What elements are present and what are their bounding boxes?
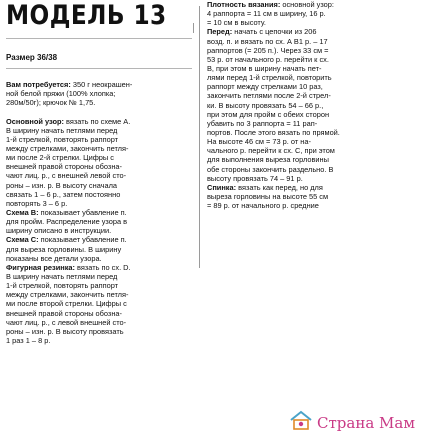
text-line: между стрелками, закончить петля-	[6, 143, 129, 153]
text-line: внешней правой стороны обозна-	[6, 162, 122, 172]
text-line: ширину описано в инструкции.	[6, 226, 112, 236]
text-line	[6, 107, 194, 116]
section-heading: Основной узор:	[6, 116, 64, 126]
text-line: при этом для пройм с обеих сторон	[207, 109, 330, 119]
text-line: 4 раппорта = 11 см в ширину, 16 р.	[207, 9, 326, 19]
right-column-text	[207, 0, 417, 210]
text-line: раппортов (= 205 п.). Через 33 см =	[207, 45, 329, 55]
text-line: Спинка: вязать как перед, но для	[207, 182, 323, 192]
text-line: между стрелками, закончить петля-	[6, 290, 129, 300]
text-line: для выполнения выреза горловины	[207, 155, 329, 165]
text-line: чают лиц. р., с левой внешней сто-	[6, 317, 127, 327]
column-divider-tick	[193, 23, 194, 33]
page-title: МОДЕЛЬ 13	[6, 0, 167, 31]
text-line: закончить петлями после 2-й стрел-	[207, 91, 331, 101]
text-line: раппорт между стрелками 10 раз,	[207, 82, 323, 92]
text-line: высоту провязать 74 – 91 р.	[207, 173, 303, 183]
text-line: В ширину начать петлями перед	[6, 125, 118, 135]
text-line: Фигурная резинка: вязать по сх. D.	[6, 262, 131, 272]
house-logo-icon	[289, 410, 313, 435]
text-line: роны – изн. р. В высоту сначала	[6, 180, 118, 190]
text-line: ми после 2-й стрелки. Цифры с	[6, 153, 114, 163]
section-heading: Плотность вязания:	[207, 0, 281, 9]
text-line: обе стороны закончить раздельно. В	[207, 164, 334, 174]
text-line: 1 раз 1 – 8 р.	[6, 335, 51, 345]
text-line: Вам потребуется: 350 г неокрашен-	[6, 80, 133, 89]
text-line: чального р. перейти к сх. С, при этом	[207, 146, 335, 156]
text-line: ной белой пряжи (100% хлопка;	[6, 89, 116, 99]
watermark	[289, 410, 415, 435]
text-line: Схема В: показывает убавление п.	[6, 207, 127, 217]
text-line: роны – изн. р. В высоту провязать	[6, 326, 124, 336]
text-line: = 89 р. от начального р. средние	[207, 201, 319, 211]
text-line: Плотность вязания: основной узор:	[207, 0, 334, 9]
section-heading: Схема С:	[6, 235, 39, 245]
text-line: В, при этом в ширину начать пет-	[207, 63, 322, 73]
text-line: убавить по 3 раппорта = 11 рап-	[207, 118, 318, 128]
section-heading: Перед:	[207, 27, 233, 37]
text-line: 1-й стрелкой, повторять раппорт	[6, 281, 119, 291]
column-divider	[199, 6, 200, 268]
text-line: для выреза горловины. В ширину	[6, 244, 122, 254]
text-line: 280м/50г); крючок № 1,75.	[6, 98, 96, 108]
text-line: В ширину начать петлями перед	[6, 271, 118, 281]
rule-under-size	[6, 68, 192, 69]
section-heading: Фигурная резинка:	[6, 262, 75, 272]
left-column-text	[6, 80, 194, 345]
text-line: Схема С: показывает убавление п.	[6, 235, 127, 245]
text-line: лями перед 1-й стрелкой, повторить	[207, 73, 332, 83]
section-heading: Схема В:	[6, 207, 39, 217]
text-line: внешней правой стороны обозна-	[6, 308, 122, 318]
text-line: = 10 см в высоту.	[207, 18, 266, 28]
text-line: Перед: начать с цепочки из 206	[207, 27, 317, 37]
text-line: ки. В высоту провязать 54 – 66 р.,	[207, 100, 324, 110]
text-line: портов. После этого вязать по прямой.	[207, 127, 340, 137]
section-heading: Вам потребуется:	[6, 80, 71, 89]
text-line: связать 1 – 6 р., затем постоянно	[6, 189, 121, 199]
text-line: чают лиц. р., с внешней левой сто-	[6, 171, 127, 181]
text-line: показаны все детали узора.	[6, 253, 102, 263]
text-line: 53 р. от начального р. перейти к сх.	[207, 54, 329, 64]
text-line: возд. п. и вязать по сх. А В1 р. – 17	[207, 36, 328, 46]
text-line: На высоте 46 см = 73 р. от на-	[207, 137, 311, 147]
size-line: Размер 36/38	[6, 53, 58, 62]
rule-under-title	[6, 38, 192, 39]
section-heading: Спинка:	[207, 182, 237, 192]
watermark-text: Страна Мам	[317, 413, 415, 432]
text-line: для пройм. Распределение узора в	[6, 217, 128, 227]
text-line: 1-й стрелкой, повторять раппорт	[6, 134, 119, 144]
text-line: ми после второй стрелки. Цифры с	[6, 299, 127, 309]
text-line: повторять 3 – 6 р.	[6, 198, 68, 208]
text-line: Основной узор: вязать по схеме А.	[6, 116, 131, 126]
text-line: выреза горловины на высоте 55 см	[207, 191, 329, 201]
